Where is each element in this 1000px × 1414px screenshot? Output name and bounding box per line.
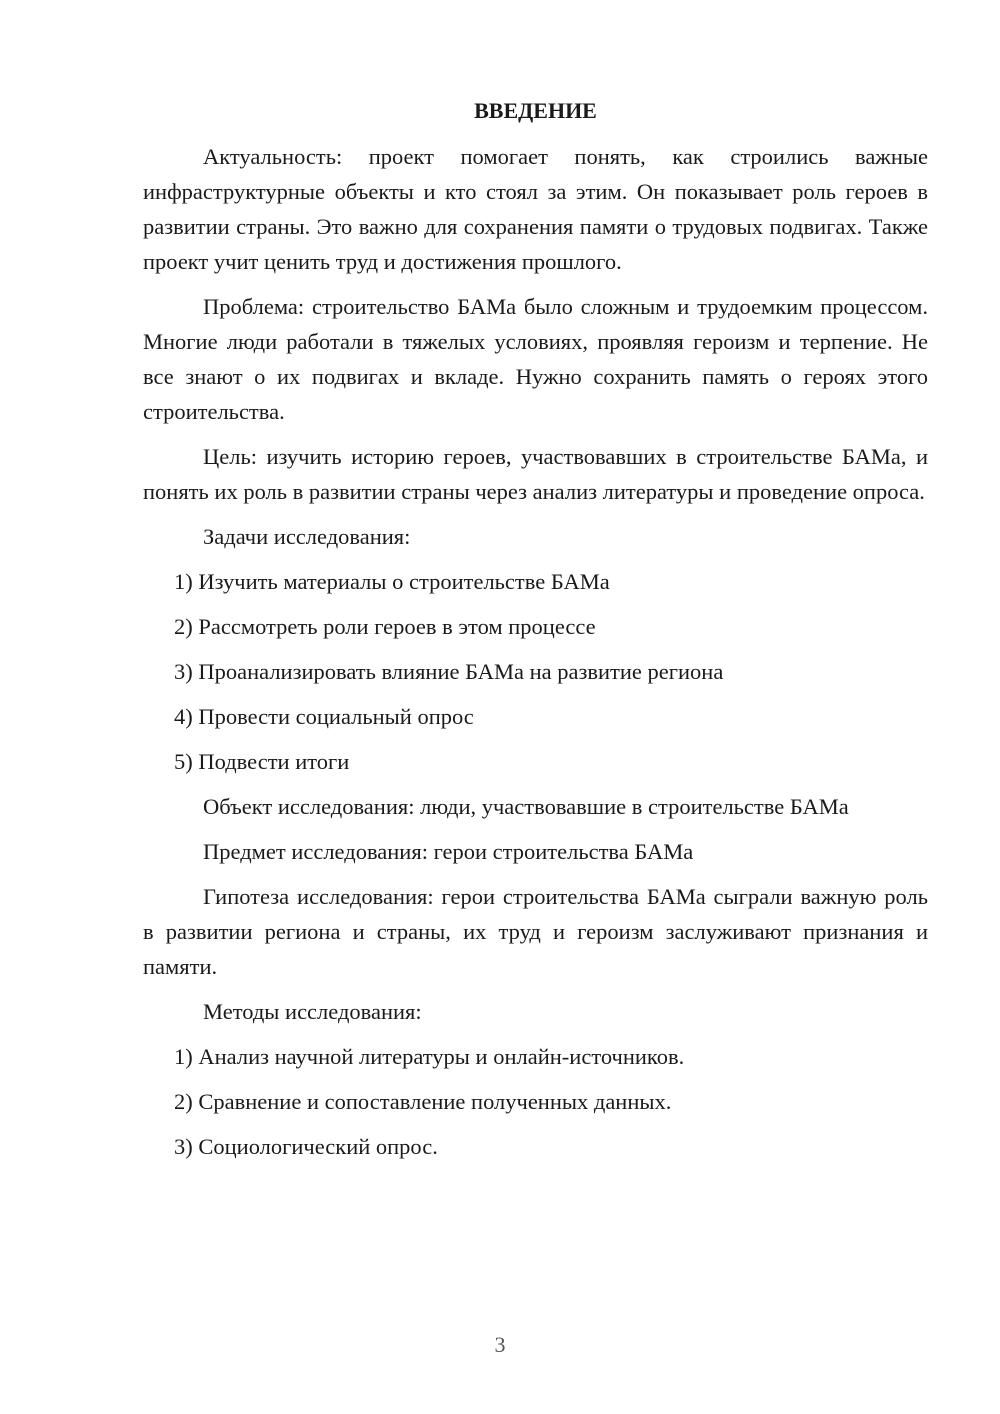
list-item: 2) Сравнение и сопоставление полученных данных. [174, 1089, 672, 1114]
object-line: Объект исследования: люди, участвовавшие в строительстве БАМа [203, 794, 849, 819]
page-number: 3 [494, 1332, 506, 1357]
list-item: 3) Проанализировать влияние БАМа на развитие региона [174, 659, 724, 684]
methods-list [143, 1039, 928, 1164]
list-item: 2) Рассмотреть роли героев в этом процессе [174, 614, 596, 639]
list-item: 1) Анализ научной литературы и онлайн-источников. [174, 1044, 685, 1069]
goal-paragraph: Цель: изучить историю героев, участвовавших в строительстве БАМа, и понять их роль в развитии страны через анализ литературы и проведение опроса. [143, 444, 928, 504]
document-page [143, 95, 928, 1174]
relevance-paragraph: Актуальность: проект помогает понять, как строились важные инфраструктурные объекты и кто стоял за этим. Он показывает роль героев в развитии страны. Это важно для сохранения памяти о трудовых подвигах. Также проект учит ценить труд и достижения прошлого. [143, 144, 928, 274]
list-item: 4) Провести социальный опрос [174, 704, 474, 729]
problem-paragraph: Проблема: строительство БАМа было сложным и трудоемким процессом. Многие люди работали в тяжелых условиях, проявляя героизм и терпение. Не все знают о их подвигах и вкладе. Нужно сохранить память о героях этого строительства. [143, 294, 928, 424]
list-item: 5) Подвести итоги [174, 749, 350, 774]
page-title: ВВЕДЕНИЕ [474, 98, 597, 123]
tasks-label: Задачи исследования: [203, 524, 411, 549]
list-item: 3) Социологический опрос. [174, 1134, 438, 1159]
subject-line: Предмет исследования: герои строительства БАМа [203, 839, 694, 864]
hypothesis-paragraph: Гипотеза исследования: герои строительства БАМа сыграли важную роль в развитии региона и страны, их труд и героизм заслуживают признания и памяти. [143, 884, 928, 979]
tasks-list [143, 564, 928, 779]
list-item: 1) Изучить материалы о строительстве БАМа [174, 569, 610, 594]
methods-label: Методы исследования: [203, 999, 422, 1024]
